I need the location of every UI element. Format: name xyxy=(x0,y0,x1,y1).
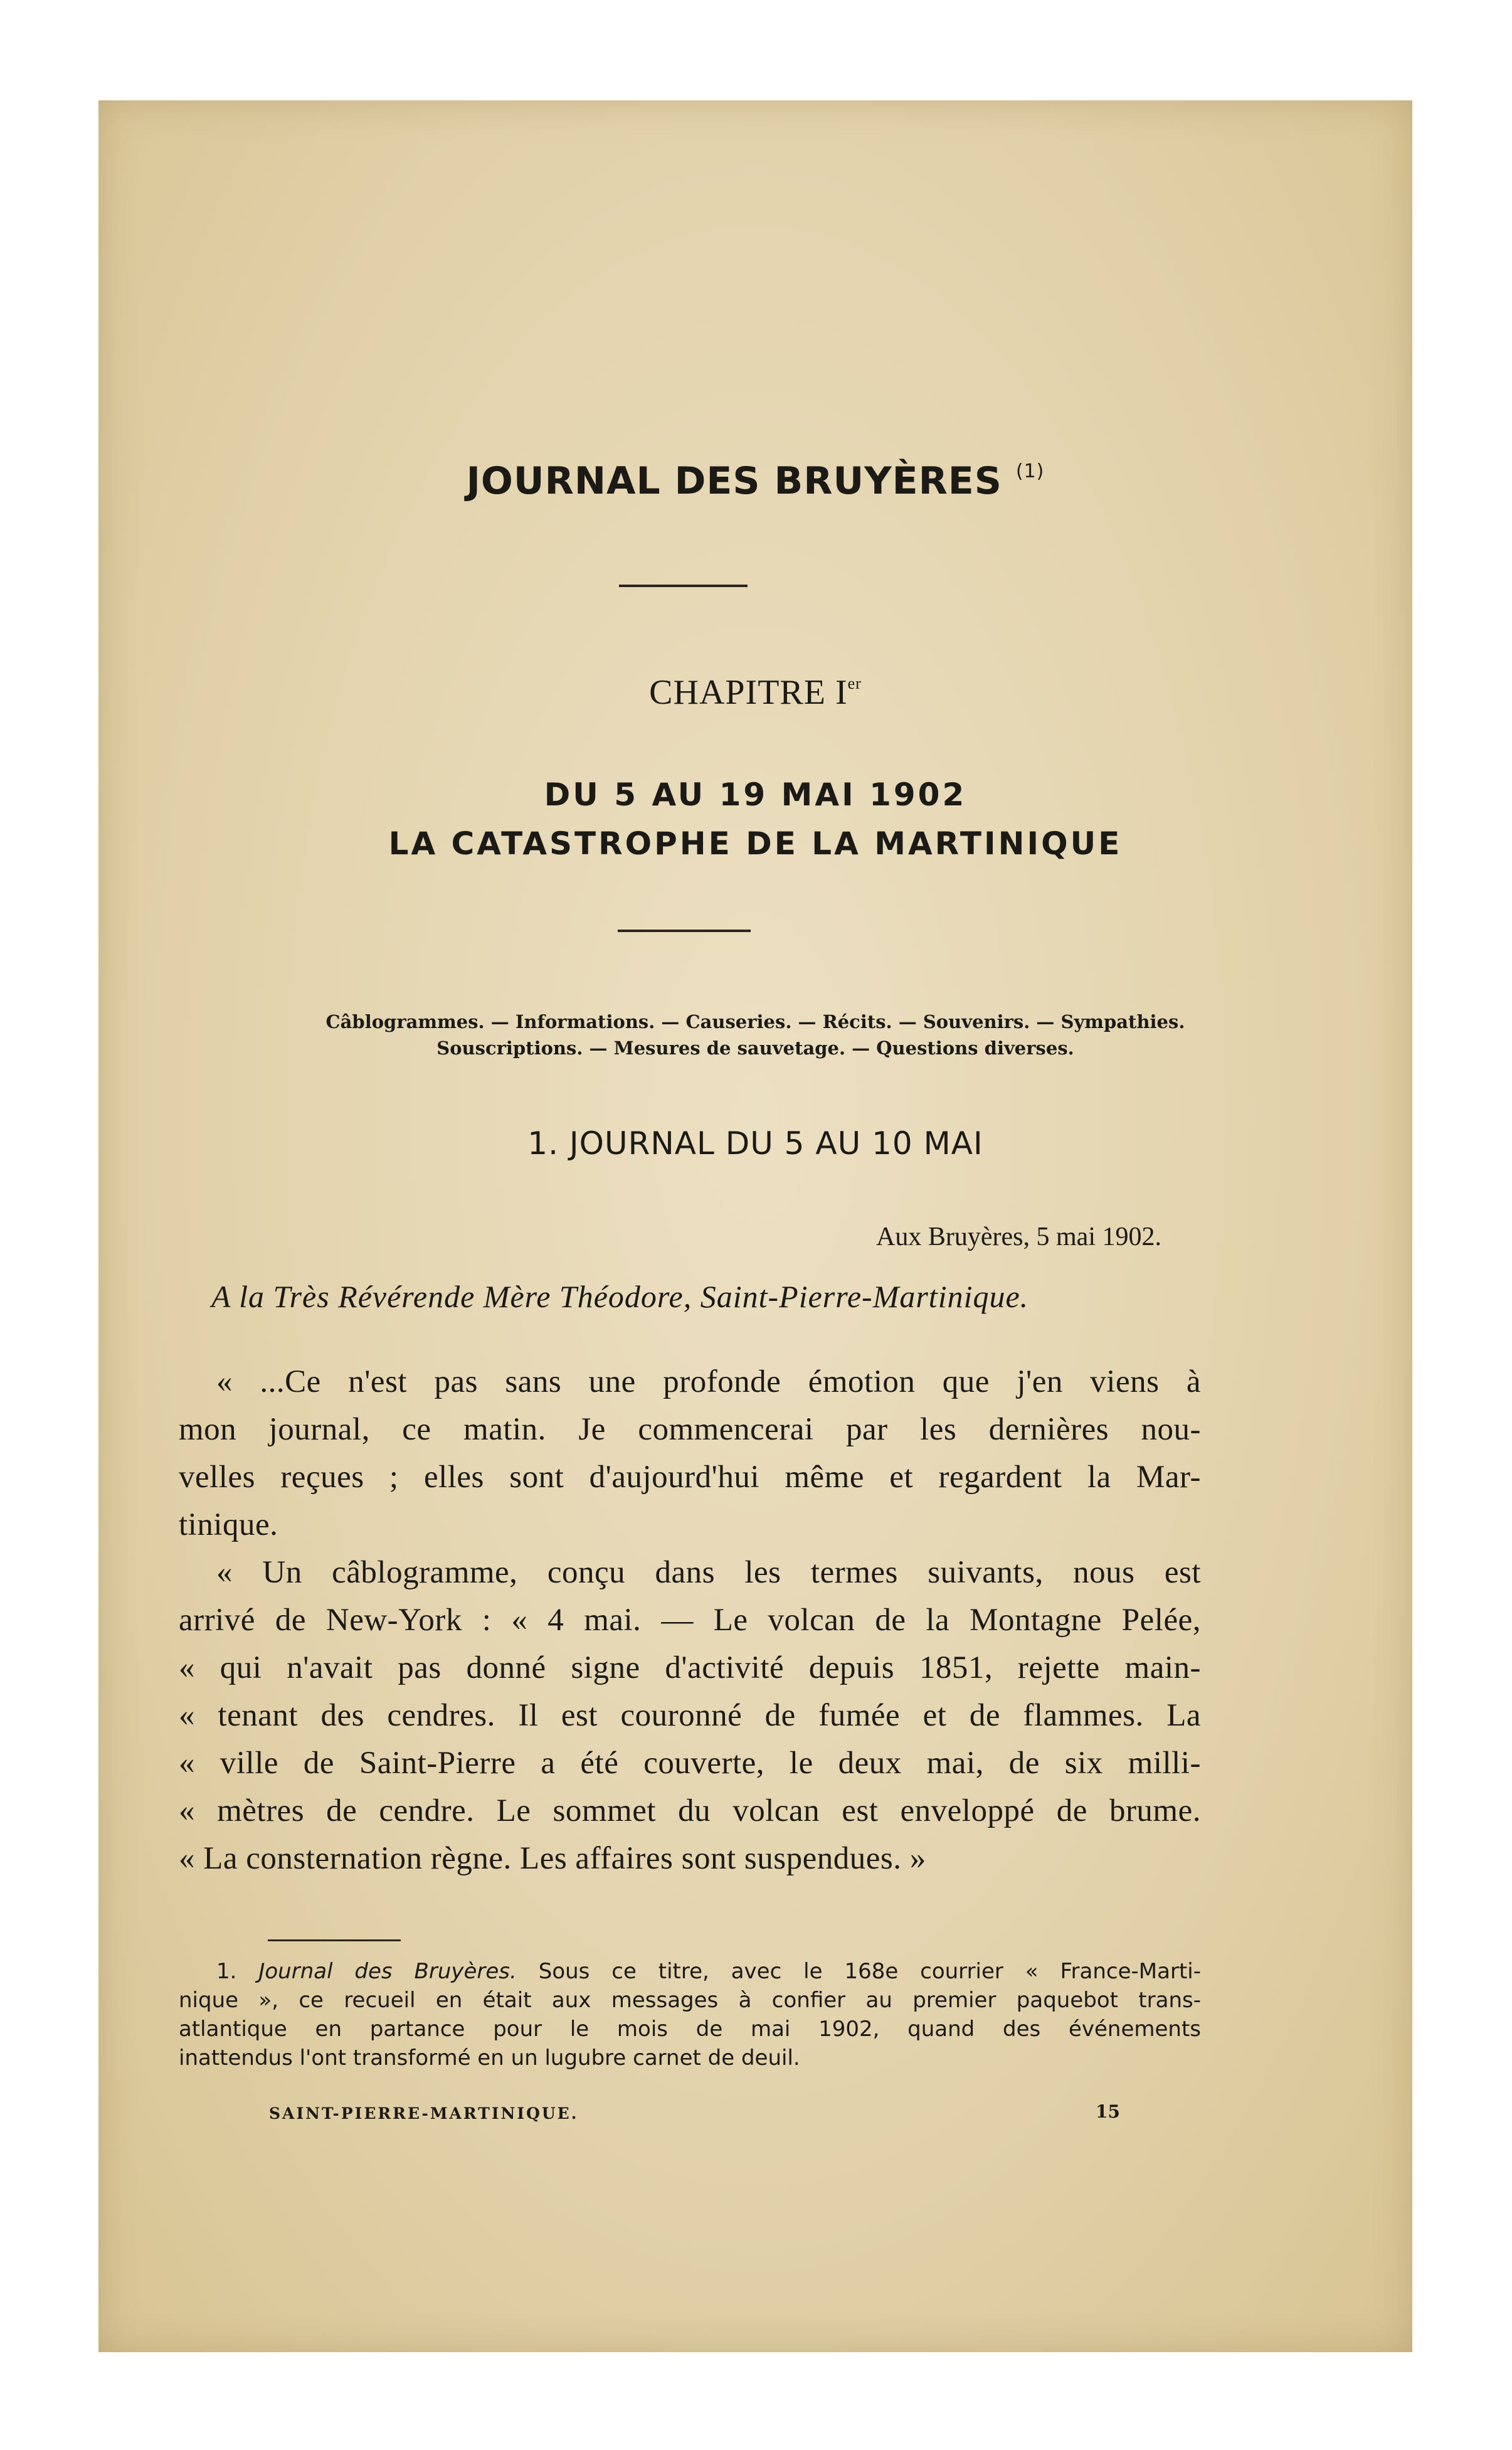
footnote-text: Sous ce titre, avec le 168e courrier « France-Marti- xyxy=(538,1959,1201,1984)
letter-address: A la Très Révérende Mère Théodore, Saint-Pierre-Martinique. xyxy=(211,1279,1029,1314)
text-line: « ville de Saint-Pierre a été couverte, le deux mai, de six milli- xyxy=(179,1746,1201,1781)
title-footnote-marker: (1) xyxy=(1015,460,1045,482)
divider-middle xyxy=(618,930,751,932)
journal-title xyxy=(98,459,1412,503)
chapter-subject-line: LA CATASTROPHE DE LA MARTINIQUE xyxy=(388,825,1123,862)
chapter-dates-line: DU 5 AU 19 MAI 1902 xyxy=(544,777,967,813)
text-line: « mètres de cendre. Le sommet du volcan est enveloppé de brume. xyxy=(179,1793,1201,1828)
divider-top xyxy=(619,585,748,587)
text-line: « qui n'avait pas donné signe d'activité depuis 1851, rejette main- xyxy=(179,1650,1201,1685)
text-line: « tenant des cendres. Il est couronné de fumée et de flammes. La xyxy=(179,1698,1201,1733)
paragraph-1 xyxy=(179,1358,1201,1549)
chapter-heading xyxy=(98,672,1412,713)
text-line: « ...Ce n'est pas sans une profonde émotion que j'en viens à xyxy=(216,1364,1201,1399)
scanned-page xyxy=(98,100,1412,2352)
footnote-line: nique », ce recueil en était aux messages à confier au premier paquebot trans- xyxy=(179,1988,1201,2013)
text-line: mon journal, ce matin. Je commencerai par les dernières nou- xyxy=(179,1412,1201,1447)
summary-line-1: Câblogrammes. — Informations. — Causeries. — Récits. — Souvenirs. — Sympathies. xyxy=(325,1011,1185,1032)
letter-body xyxy=(179,1358,1201,1882)
text-line: arrivé de New-York : « 4 mai. — Le volcan de la Montagne Pelée, xyxy=(179,1603,1201,1638)
letter-place-date: Aux Bruyères, 5 mai 1902. xyxy=(876,1222,1161,1251)
footnote-line: inattendus l'ont transformé en un lugubre carnet de deuil. xyxy=(179,2045,800,2071)
paragraph-2 xyxy=(179,1549,1201,1882)
summary-line-2: Souscriptions. — Mesures de sauvetage. — Questions diverses. xyxy=(436,1037,1074,1059)
text-line: « La consternation règne. Les affaires sont suspendues. » xyxy=(179,1841,926,1876)
text-line: velles reçues ; elles sont d'aujourd'hui même et regardent la Mar- xyxy=(179,1460,1201,1495)
chapter-superscript: er xyxy=(847,674,862,692)
page-number: 15 xyxy=(1096,2101,1120,2122)
chapter-label: CHAPITRE I xyxy=(649,673,848,712)
footnote-title: Journal des Bruyères. xyxy=(258,1959,517,1984)
chapter-summary xyxy=(98,1009,1412,1061)
text-line: « Un câblogramme, conçu dans les termes suivants, nous est xyxy=(216,1555,1201,1590)
journal-title-text: JOURNAL DES BRUYÈRES xyxy=(466,459,1002,503)
footnote-divider xyxy=(268,1939,401,1941)
section-heading: 1. JOURNAL DU 5 AU 10 MAI xyxy=(527,1125,983,1162)
chapter-title xyxy=(98,770,1412,868)
text-line: tinique. xyxy=(179,1507,278,1542)
footnote-line: atlantique en partance pour le mois de mai 1902, quand des événements xyxy=(179,2017,1201,2042)
footnote-number: 1. xyxy=(216,1959,237,1984)
footnote-line xyxy=(179,1957,1201,1986)
running-footer-title: SAINT-PIERRE-MARTINIQUE. xyxy=(269,2104,579,2123)
footnote xyxy=(179,1957,1201,2072)
